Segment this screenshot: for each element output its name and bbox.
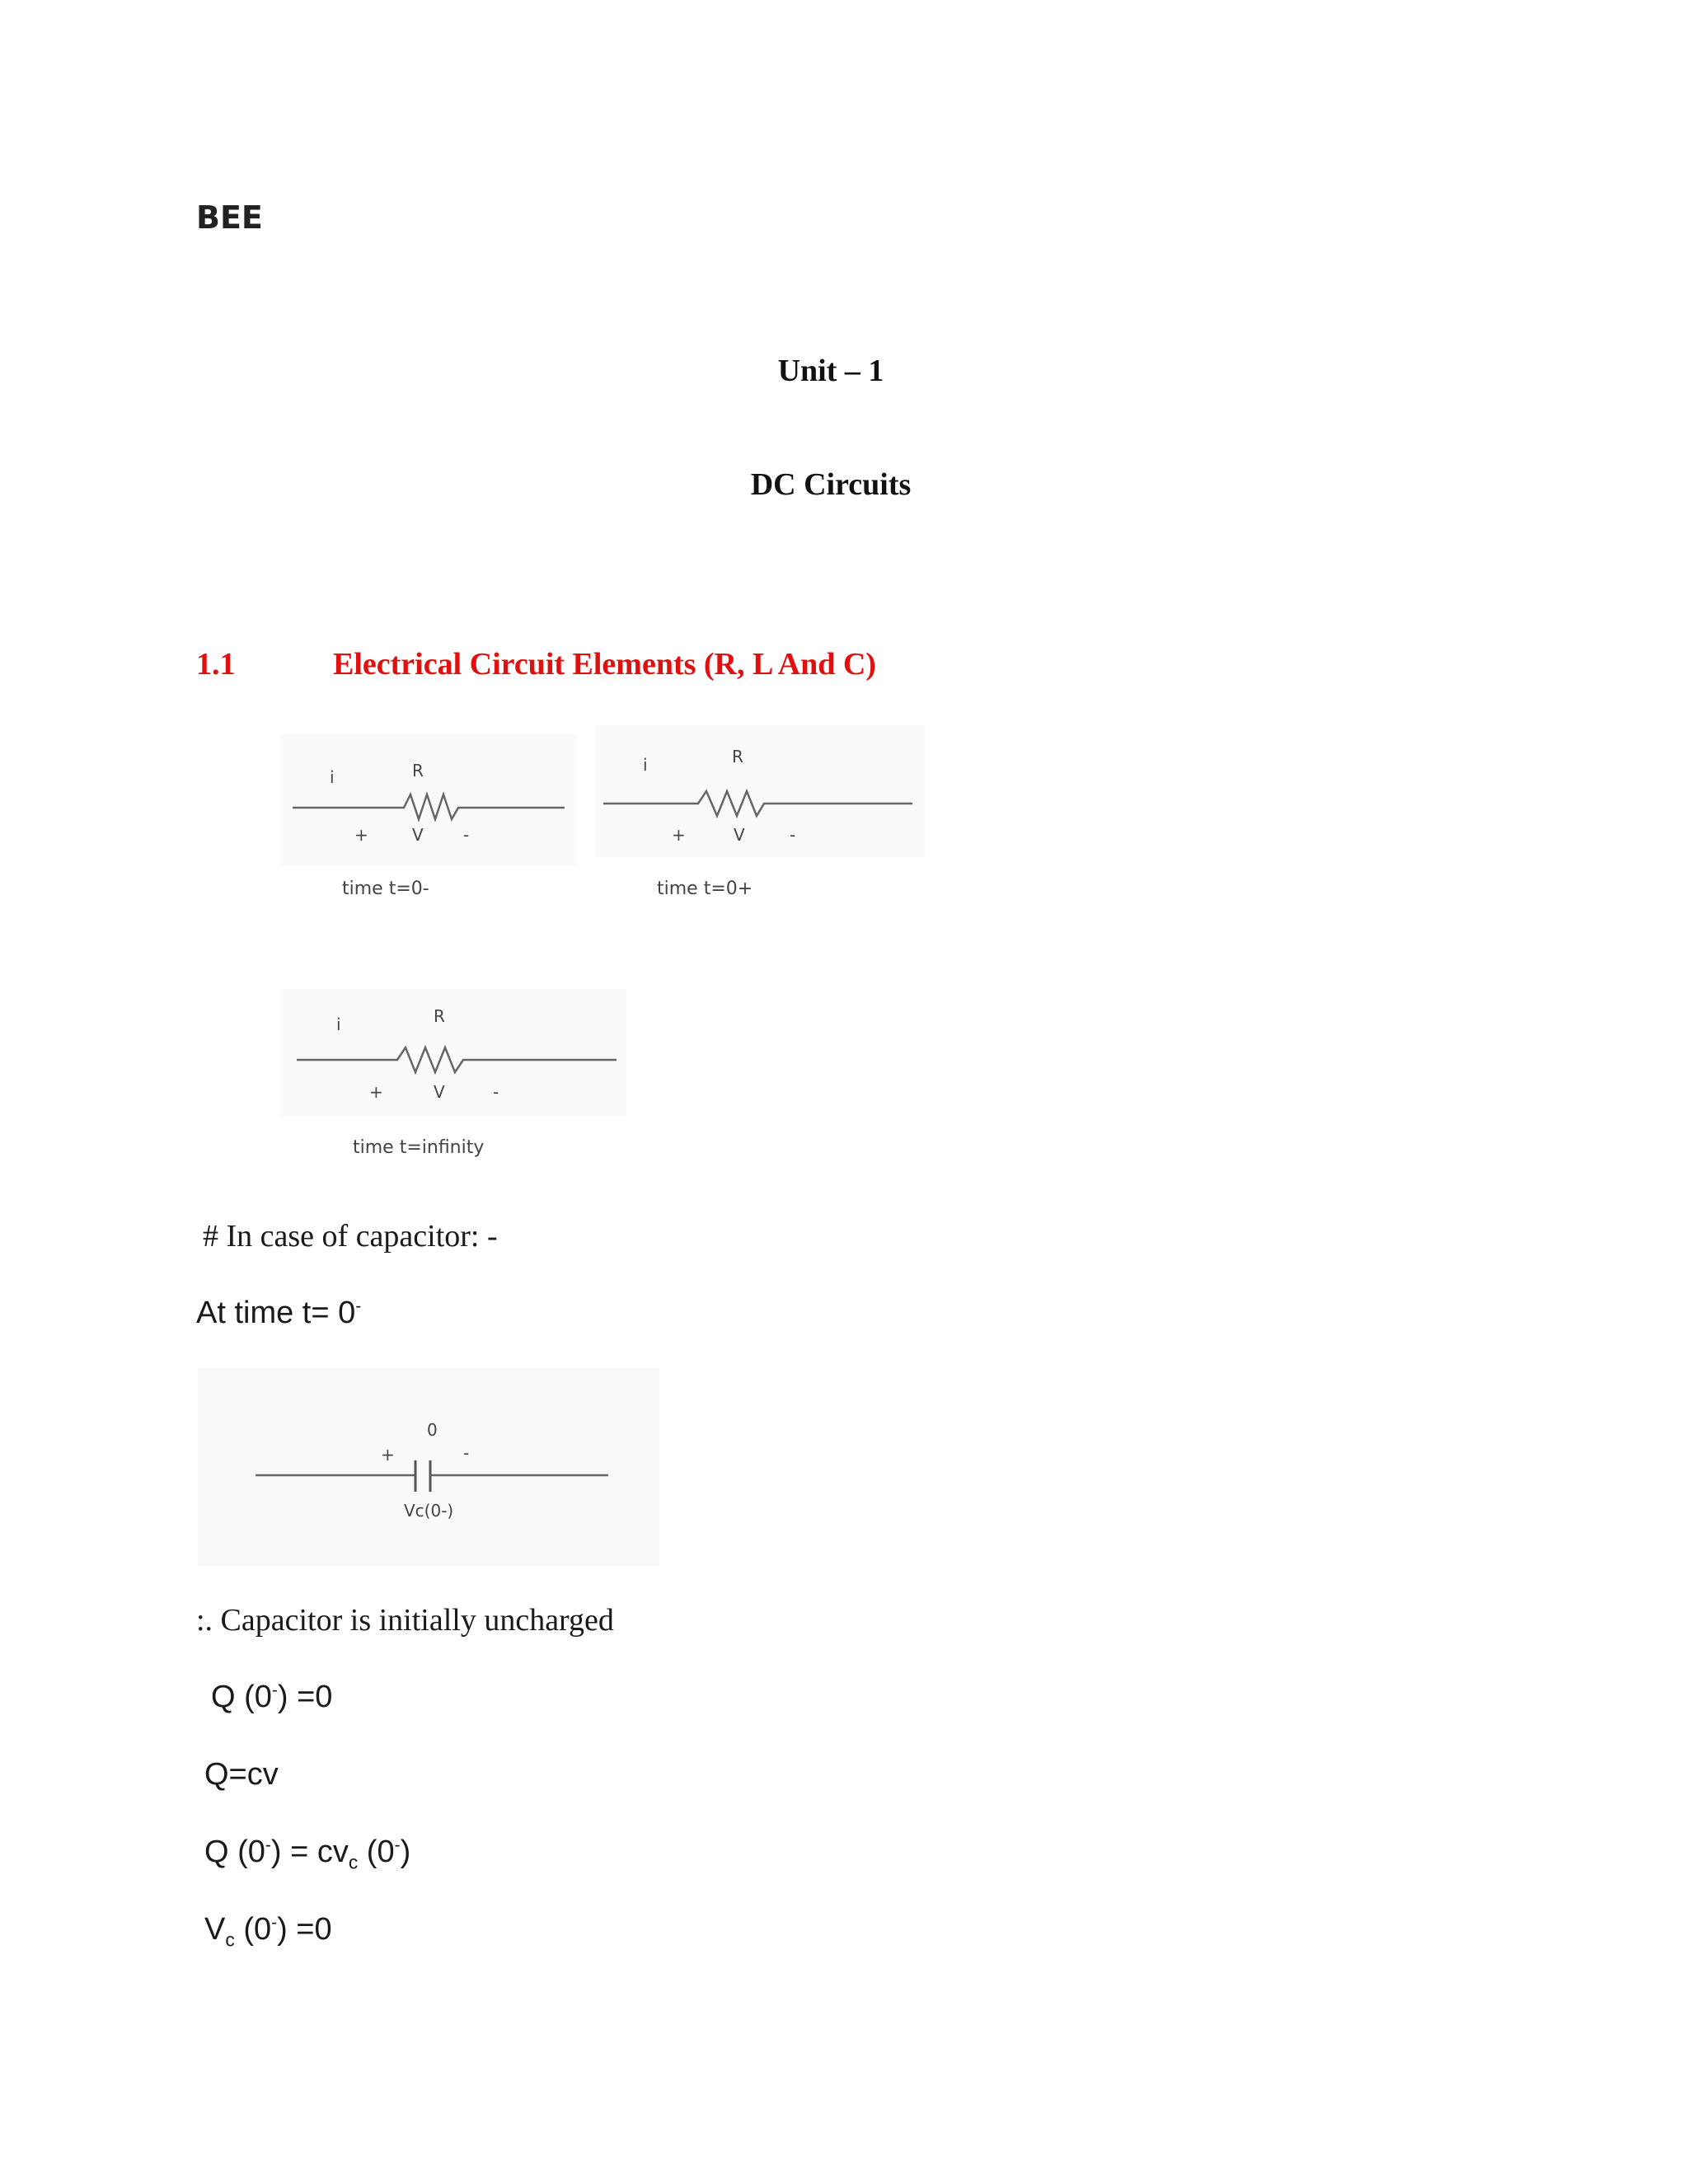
plus-label: + (354, 825, 368, 845)
eq-part: Q (0 (204, 1835, 265, 1869)
charge-label: 0 (427, 1420, 438, 1440)
eq-sup: - (265, 1835, 271, 1855)
resistor-diagram-t0-plus (595, 725, 925, 857)
equation-q-cvc (204, 1835, 411, 1873)
section-heading: Electrical Circuit Elements (R, L And C) (333, 647, 876, 682)
unit-title: Unit – 1 (777, 354, 884, 388)
eq-part: ) =0 (277, 1680, 333, 1714)
eq-part: ) =0 (277, 1912, 332, 1947)
resistor-diagram-t-infinity (280, 989, 626, 1117)
equation-vc-initial (204, 1912, 332, 1951)
capacitor-case-heading: # In case of capacitor: - (203, 1219, 498, 1254)
current-label: i (643, 755, 648, 775)
figure-caption-t0-minus: time t=0- (342, 879, 429, 899)
minus-label: - (493, 1082, 499, 1102)
resistor-wire (603, 791, 912, 816)
resistor-label: R (412, 761, 424, 780)
at-time-text: At time t= 0 (196, 1296, 356, 1330)
resistor-diagram-t0-minus (280, 733, 577, 865)
eq-part: V (204, 1912, 226, 1947)
eq-part: Q=cv (204, 1757, 279, 1792)
at-time-line (196, 1296, 361, 1331)
resistor-label: R (732, 747, 743, 766)
capacitor-voltage-label: Vc(0-) (404, 1501, 454, 1521)
at-time-sup: - (355, 1296, 362, 1316)
eq-sub: c (225, 1929, 235, 1951)
section-number: 1.1 (196, 647, 236, 682)
current-label: i (336, 1015, 341, 1034)
minus-label: - (463, 1443, 470, 1463)
equation-charge-initial (211, 1680, 332, 1715)
eq-sup: - (394, 1835, 401, 1855)
document-header: BEE (196, 199, 263, 236)
eq-part: (0 (234, 1912, 272, 1947)
voltage-label: V (412, 825, 424, 845)
uncharged-statement: :. Capacitor is initially uncharged (196, 1603, 614, 1638)
page-title: DC Circuits (750, 467, 912, 502)
eq-part: Q (0 (211, 1680, 272, 1714)
figure-caption-t0-plus: time t=0+ (657, 879, 753, 899)
voltage-label: V (734, 825, 745, 845)
minus-label: - (790, 825, 796, 845)
resistor-wire (293, 794, 565, 819)
voltage-label: V (434, 1082, 445, 1102)
eq-part: ) = cv (270, 1835, 349, 1869)
capacitor-diagram (198, 1368, 659, 1566)
figure-caption-t-infinity: time t=infinity (353, 1137, 485, 1158)
equation-q-cv (204, 1757, 279, 1793)
plus-label: + (369, 1082, 383, 1102)
plus-label: + (672, 825, 686, 845)
resistor-wire (297, 1047, 617, 1072)
eq-sup: - (271, 1913, 278, 1933)
minus-label: - (463, 825, 470, 845)
plus-label: + (381, 1445, 395, 1465)
eq-part: (0 (358, 1835, 395, 1869)
eq-sub: c (348, 1851, 359, 1873)
eq-sup: - (271, 1680, 278, 1700)
resistor-label: R (434, 1006, 445, 1026)
eq-part: ) (400, 1835, 411, 1869)
current-label: i (330, 767, 335, 787)
